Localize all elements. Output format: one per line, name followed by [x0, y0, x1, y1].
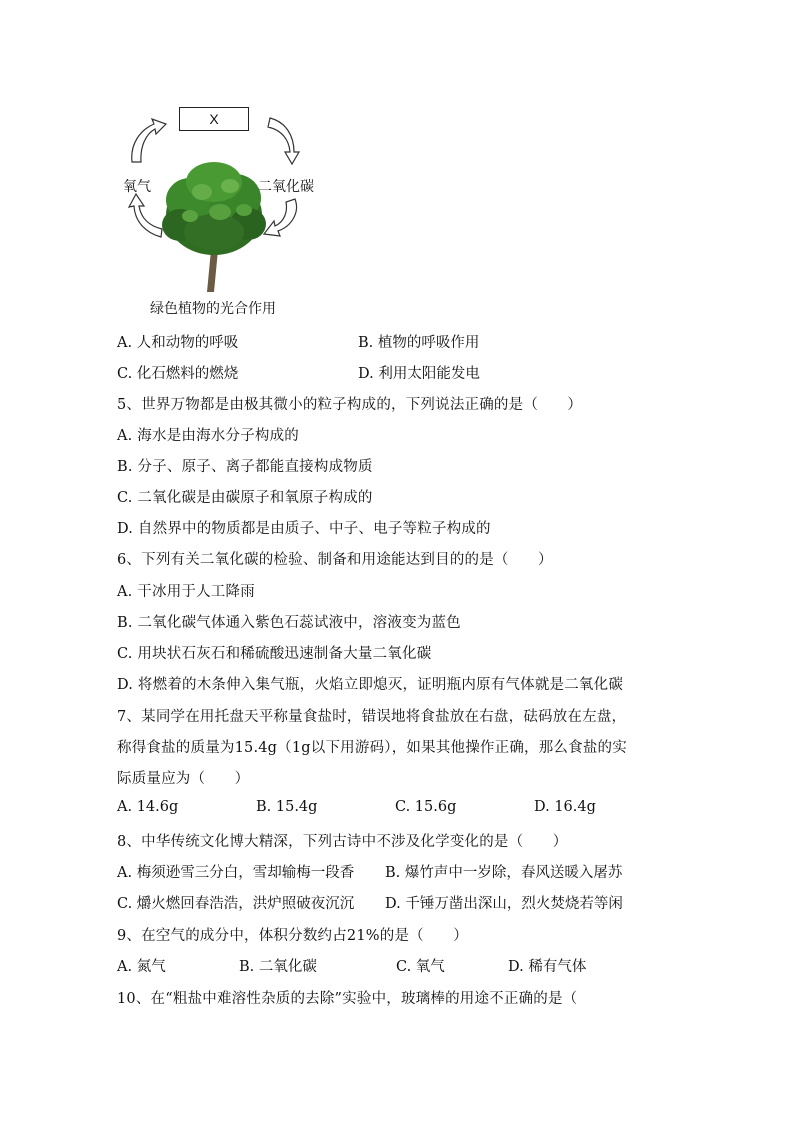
q4-option-b[interactable]: B. 植物的呼吸作用 [358, 335, 480, 351]
arrow-from-box-icon [268, 118, 299, 164]
tree-icon [162, 162, 266, 292]
q7-option-c[interactable]: C. 15.6g [395, 799, 457, 815]
q9-option-a[interactable]: A. 氮气 [117, 959, 166, 975]
q6-option-c[interactable]: C. 用块状石灰石和稀硫酸迅速制备大量二氧化碳 [117, 646, 432, 662]
q5-option-d[interactable]: D. 自然界中的物质都是由质子、中子、电子等粒子构成的 [117, 521, 491, 537]
photosynthesis-figure [110, 100, 340, 325]
q9-stem: 9、在空气的成分中，体积分数约占21%的是（ ） [117, 928, 468, 944]
arrow-to-box-icon [132, 119, 166, 162]
cycle-arrows [110, 100, 340, 325]
q4-option-c[interactable]: C. 化石燃料的燃烧 [117, 366, 239, 382]
figure-caption: 绿色植物的光合作用 [150, 301, 276, 317]
q8-option-a[interactable]: A. 梅须逊雪三分白，雪却输梅一段香 [117, 865, 355, 881]
q8-option-b[interactable]: B. 爆竹声中一岁除，春风送暖入屠苏 [385, 865, 623, 881]
q7-option-b[interactable]: B. 15.4g [256, 799, 318, 815]
q7-stem-line-2: 称得食盐的质量为15.4g（1g以下用游码），如果其他操作正确，那么食盐的实 [117, 740, 627, 756]
unknown-x-box: X [179, 107, 249, 131]
q9-option-d[interactable]: D. 稀有气体 [508, 959, 587, 975]
q6-option-b[interactable]: B. 二氧化碳气体通入紫色石蕊试液中，溶液变为蓝色 [117, 615, 461, 631]
q6-stem: 6、下列有关二氧化碳的检验、制备和用途能达到目的的是（ ） [117, 552, 553, 568]
q5-option-c[interactable]: C. 二氧化碳是由碳原子和氧原子构成的 [117, 490, 373, 506]
oxygen-label: 氧气 [123, 179, 151, 195]
q6-option-d[interactable]: D. 将燃着的木条伸入集气瓶，火焰立即熄灭，证明瓶内原有气体就是二氧化碳 [117, 677, 624, 693]
q9-option-b[interactable]: B. 二氧化碳 [239, 959, 317, 975]
q7-option-a[interactable]: A. 14.6g [117, 799, 179, 815]
q7-option-d[interactable]: D. 16.4g [534, 799, 596, 815]
q5-option-b[interactable]: B. 分子、原子、离子都能直接构成物质 [117, 459, 373, 475]
q7-stem-line-3: 际质量应为（ ） [117, 771, 250, 787]
arrow-from-tree-icon [129, 194, 162, 237]
q8-option-c[interactable]: C. 爝火燃回春浩浩，洪炉照破夜沉沉 [117, 896, 355, 912]
q6-option-a[interactable]: A. 干冰用于人工降雨 [117, 584, 255, 600]
q8-option-d[interactable]: D. 千锤万凿出深山，烈火焚烧若等闲 [385, 896, 623, 912]
q10-stem: 10、在“粗盐中难溶性杂质的去除”实验中，玻璃棒的用途不正确的是（ [117, 991, 578, 1007]
q9-option-c[interactable]: C. 氧气 [396, 959, 445, 975]
q4-option-a[interactable]: A. 人和动物的呼吸 [117, 335, 239, 351]
q5-option-a[interactable]: A. 海水是由海水分子构成的 [117, 428, 299, 444]
q4-option-d[interactable]: D. 利用太阳能发电 [358, 366, 480, 382]
q5-stem: 5、世界万物都是由极其微小的粒子构成的，下列说法正确的是（ ） [117, 397, 583, 413]
carbon-dioxide-label: 二氧化碳 [258, 179, 314, 195]
arrow-into-tree-icon [264, 199, 296, 236]
q7-stem-line-1: 7、某同学在用托盘天平称量食盐时，错误地将食盐放在右盘，砝码放在左盘， [117, 709, 627, 725]
q8-stem: 8、中华传统文化博大精深，下列古诗中不涉及化学变化的是（ ） [117, 834, 568, 850]
